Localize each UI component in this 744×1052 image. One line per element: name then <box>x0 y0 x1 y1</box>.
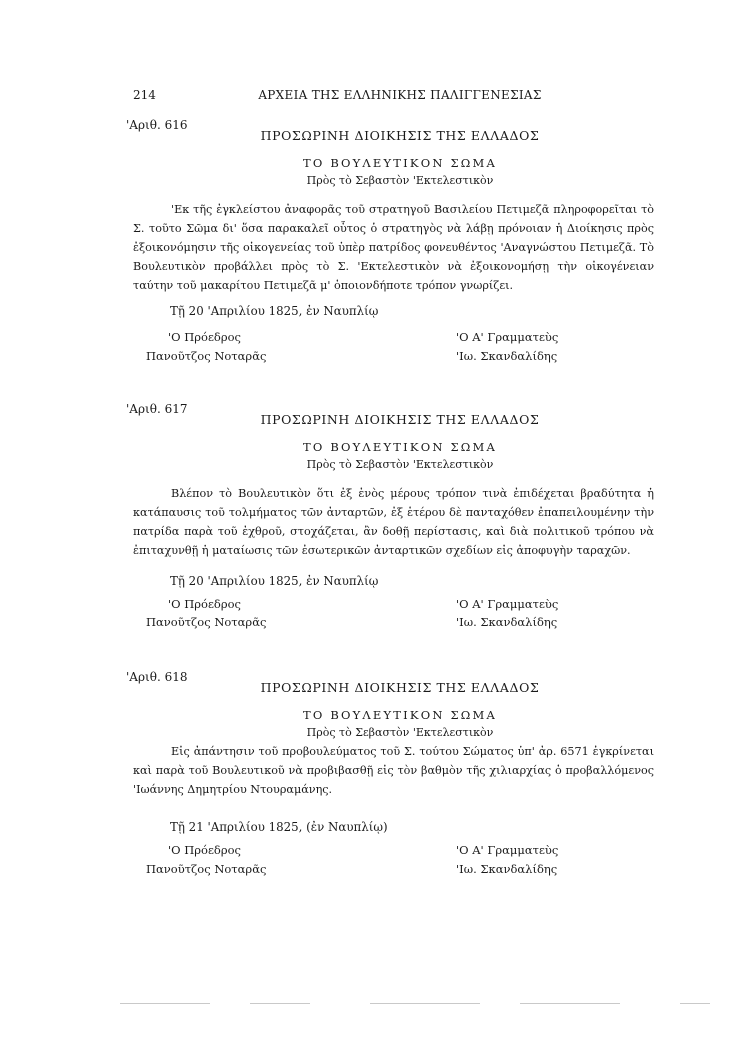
scan-artifact-line <box>520 1003 620 1004</box>
entry-addressee: Πρὸς τὸ Σεβαστὸν 'Εκτελεστικὸν <box>306 458 494 471</box>
signature-left-name: Πανοῦτζος Νοταρᾶς <box>146 349 267 363</box>
entry-number: 'Αριθ. 617 <box>126 402 188 416</box>
entry-issuer: ΤΟ ΒΟΥΛΕΥΤΙΚΟΝ ΣΩΜΑ <box>302 708 497 722</box>
entry-text: Βλέπον τὸ Βουλευτικὸν ὅτι ἐξ ἑνὸς μέρους τρόπον τινὰ ἐπιδέχεται βραδύτητα ἡ κατάπαυσις τοῦ τολμήματος τῶν ἀνταρτῶν, ἐξ ἑτέρου δὲ πανταχόθεν ἐπαπειλουμένην τὴν πατρίδα παρὰ τοῦ ἐχθροῦ, στοχάζεται, ἂν δοθῇ περίστασις, καὶ διὰ πολιτικοῦ τρόπου νὰ ἐπιταχυνθῇ ἡ ματαίωσις τῶν ἐσωτερικῶν ἀνταρτικῶν σχεδίων εἰς ἀποφυγὴν ταραχῶν. <box>133 487 654 557</box>
entry-number: 'Αριθ. 616 <box>126 118 188 132</box>
entry-title: ΠΡΟΣΩΡΙΝΗ ΔΙΟΙΚΗΣΙΣ ΤΗΣ ΕΛΛΑΔΟΣ <box>260 412 540 427</box>
signature-left-name: Πανοῦτζος Νοταρᾶς <box>146 862 267 876</box>
entry-title: ΠΡΟΣΩΡΙΝΗ ΔΙΟΙΚΗΣΙΣ ΤΗΣ ΕΛΛΑΔΟΣ <box>260 128 540 143</box>
page-header <box>0 88 744 108</box>
entry-title: ΠΡΟΣΩΡΙΝΗ ΔΙΟΙΚΗΣΙΣ ΤΗΣ ΕΛΛΑΔΟΣ <box>260 680 540 695</box>
signature-right-title: 'Ο Α' Γραμματεὺς <box>456 843 559 857</box>
page-number: 214 <box>133 88 156 102</box>
signature-right-name: 'Ιω. Σκανδαλίδης <box>456 862 558 876</box>
signature-left-title: 'Ο Πρόεδρος <box>168 330 241 344</box>
signature-right-title: 'Ο Α' Γραμματεὺς <box>456 597 559 611</box>
entry-date: Τῇ 21 'Απριλίου 1825, (ἐν Ναυπλίῳ) <box>170 820 388 834</box>
entry-number: 'Αριθ. 618 <box>126 670 188 684</box>
signature-left-name: Πανοῦτζος Νοταρᾶς <box>146 615 267 629</box>
signature-right-name: 'Ιω. Σκανδαλίδης <box>456 615 558 629</box>
running-title: ΑΡΧΕΙΑ ΤΗΣ ΕΛΛΗΝΙΚΗΣ ΠΑΛΙΓΓΕΝΕΣΙΑΣ <box>258 88 542 102</box>
scan-artifact-line <box>370 1003 480 1004</box>
entry-addressee: Πρὸς τὸ Σεβαστὸν 'Εκτελεστικὸν <box>306 726 494 739</box>
entry-date: Τῇ 20 'Απριλίου 1825, ἐν Ναυπλίῳ <box>170 574 379 588</box>
entry-addressee: Πρὸς τὸ Σεβαστὸν 'Εκτελεστικὸν <box>306 174 494 187</box>
signature-right-name: 'Ιω. Σκανδαλίδης <box>456 349 558 363</box>
entry-text: 'Εκ τῆς ἐγκλείστου ἀναφορᾶς τοῦ στρατηγοῦ Βασιλείου Πετιμεζᾶ πληροφορεῖται τὸ Σ. τοῦτο Σῶμα δι' ὅσα παρακαλεῖ οὗτος ὁ στρατηγὸς νὰ λάβῃ πρόνοιαν ἡ Διοίκησις πρὸς ἐξοικονόμησιν τῆς οἰκογενείας τοῦ ὑπὲρ πατρίδος φονευθέντος 'Αναγνώστου Πετιμεζᾶ. Τὸ Βουλευτικὸν προβάλλει πρὸς τὸ Σ. 'Εκτελεστικὸν νὰ ἐξοικονομήσῃ τὴν οἰκογένειαν ταύτην τοῦ μακαρίτου Πετιμεζᾶ μ' ὁποιονδήποτε τρόπον γνωρίζει. <box>133 203 654 292</box>
scan-artifact-line <box>250 1003 310 1004</box>
entry-issuer: ΤΟ ΒΟΥΛΕΥΤΙΚΟΝ ΣΩΜΑ <box>302 156 497 170</box>
signature-right-title: 'Ο Α' Γραμματεὺς <box>456 330 559 344</box>
scan-artifact-line <box>120 1003 210 1004</box>
signature-left-title: 'Ο Πρόεδρος <box>168 843 241 857</box>
scan-artifact-line <box>680 1003 710 1004</box>
entry-date: Τῇ 20 'Απριλίου 1825, ἐν Ναυπλίῳ <box>170 304 379 318</box>
entry-text: Εἰς ἀπάντησιν τοῦ προβουλεύματος τοῦ Σ. τούτου Σώματος ὑπ' ἀρ. 6571 ἐγκρίνεται καὶ παρὰ τοῦ Βουλευτικοῦ νὰ προβιβασθῇ εἰς τὸν βαθμὸν τῆς χιλιαρχίας ὁ προβαλλόμενος 'Ιωάννης Δημητρίου Ντουραμάνης. <box>133 745 654 796</box>
entry-issuer: ΤΟ ΒΟΥΛΕΥΤΙΚΟΝ ΣΩΜΑ <box>302 440 497 454</box>
signature-left-title: 'Ο Πρόεδρος <box>168 597 241 611</box>
